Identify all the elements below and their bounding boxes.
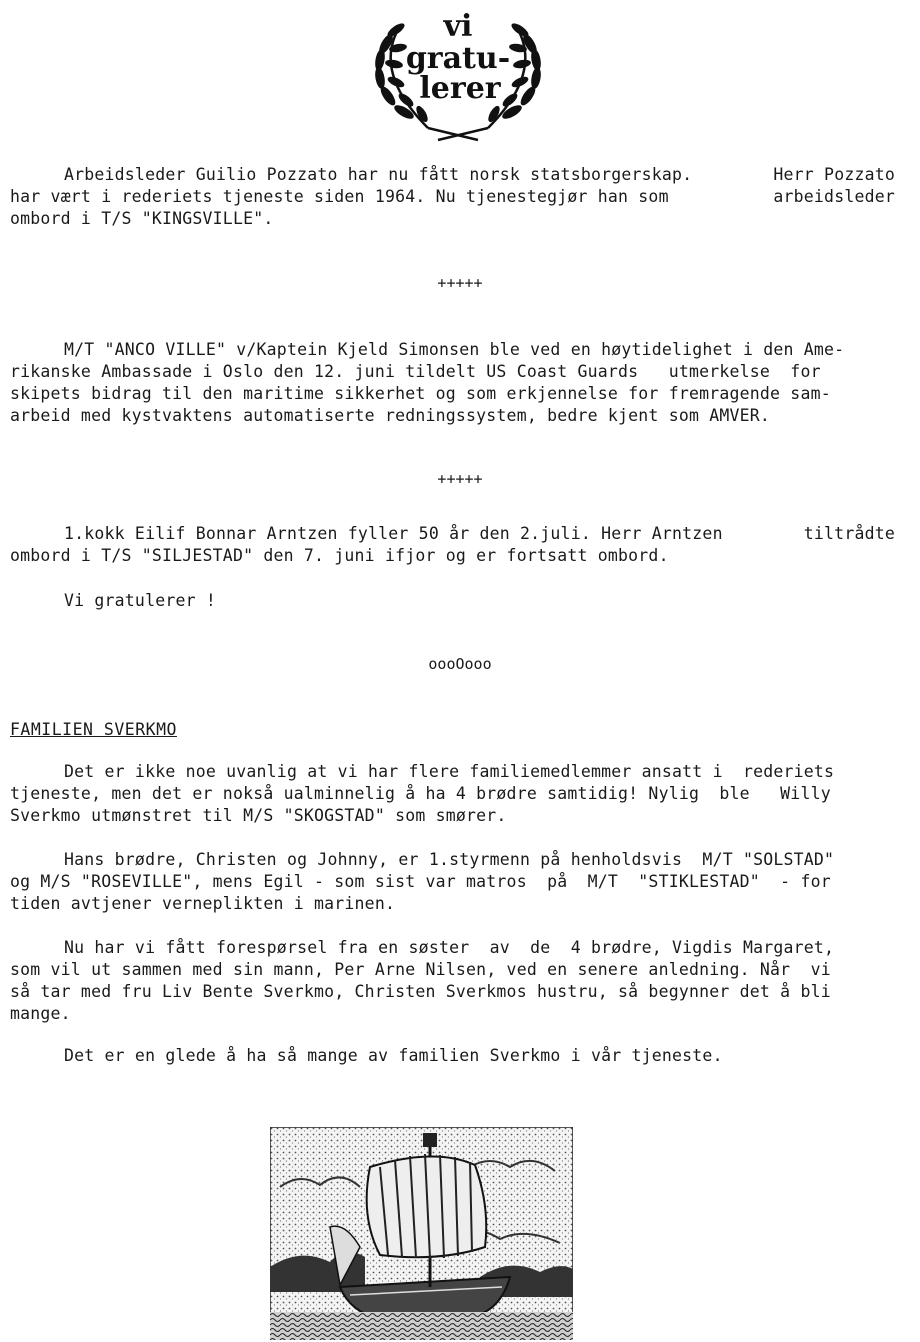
separator-oooOooo: oooOooo — [428, 655, 492, 673]
item2-line1: M/T "ANCO VILLE" v/Kaptein Kjeld Simonsen ble ved en høytidelighet i den Ame- — [64, 340, 845, 359]
logo-word-vi: vi — [443, 9, 473, 44]
p3-line4: mange. — [10, 1004, 71, 1023]
sailing-ship-illustration — [270, 1127, 573, 1340]
p1-line2: tjeneste, men det er nokså ualminnelig å ha 4 brødre samtidig! Nylig ble Willy — [10, 784, 831, 803]
p1-line3: Sverkmo utmønstret til M/S "SKOGSTAD" som smører. — [10, 806, 507, 825]
item1-line2 — [10, 187, 895, 206]
p2-line2: og M/S "ROSEVILLE", mens Egil - som sist var matros på M/T "STIKLESTAD" - for — [10, 872, 831, 891]
logo-word-gratu: gratu- — [405, 41, 511, 76]
item3-line1 — [10, 524, 895, 543]
item1-line1-right: Herr Pozzato — [773, 165, 895, 184]
p1-line1: Det er ikke noe uvanlig at vi har flere familiemedlemmer ansatt i rederiets — [64, 762, 835, 781]
item3-line2: ombord i T/S "SILJESTAD" den 7. juni ifjor og er fortsatt ombord. — [10, 546, 669, 565]
section-heading: FAMILIEN SVERKMO — [10, 720, 177, 739]
item2-line3: skipets bidrag til den maritime sikkerhet og som erkjennelse for fremragende sam- — [10, 384, 831, 403]
item1-line1 — [10, 165, 895, 184]
item3-line1-text: 1.kokk Eilif Bonnar Arntzen fyller 50 år den 2.juli. Herr Arntzen — [64, 524, 723, 543]
item1-line3: ombord i T/S "KINGSVILLE". — [10, 209, 274, 228]
p2-line3: tiden avtjener verneplikten i marinen. — [10, 894, 396, 913]
item1-line1-text: Arbeidsleder Guilio Pozzato har nu fått norsk statsborgerskap. — [64, 165, 693, 184]
p3-line1: Nu har vi fått forespørsel fra en søster av de 4 brødre, Vigdis Margaret, — [64, 938, 835, 957]
p3-line3: så tar med fru Liv Bente Sverkmo, Christen Sverkmos hustru, så begynner det å bli — [10, 982, 831, 1001]
p3-line2: som vil ut sammen med sin mann, Per Arne Nilsen, ved en senere anledning. Når vi — [10, 960, 831, 979]
item1-line2-text: har vært i rederiets tjeneste siden 1964. Nu tjenestegjør han som — [10, 187, 669, 206]
separator-plus-1: +++++ — [437, 274, 483, 292]
vi-gratulerer-wreath-logo — [358, 2, 558, 142]
item3-line1-right: tiltrådte — [803, 524, 895, 543]
item2-line4: arbeid med kystvaktens automatiserte redningssystem, bedre kjent som AMVER. — [10, 406, 771, 425]
item3-congrats: Vi gratulerer ! — [64, 591, 217, 610]
separator-plus-2: +++++ — [437, 470, 483, 488]
item2-line2: rikanske Ambassade i Oslo den 12. juni tildelt US Coast Guards utmerkelse for — [10, 362, 821, 381]
logo-word-lerer: lerer — [419, 71, 501, 106]
item1-line2-right: arbeidsleder — [773, 187, 895, 206]
p4-line1: Det er en glede å ha så mange av familien Sverkmo i vår tjeneste. — [64, 1046, 723, 1065]
p2-line1: Hans brødre, Christen og Johnny, er 1.styrmenn på henholdsvis M/T "SOLSTAD" — [64, 850, 835, 869]
